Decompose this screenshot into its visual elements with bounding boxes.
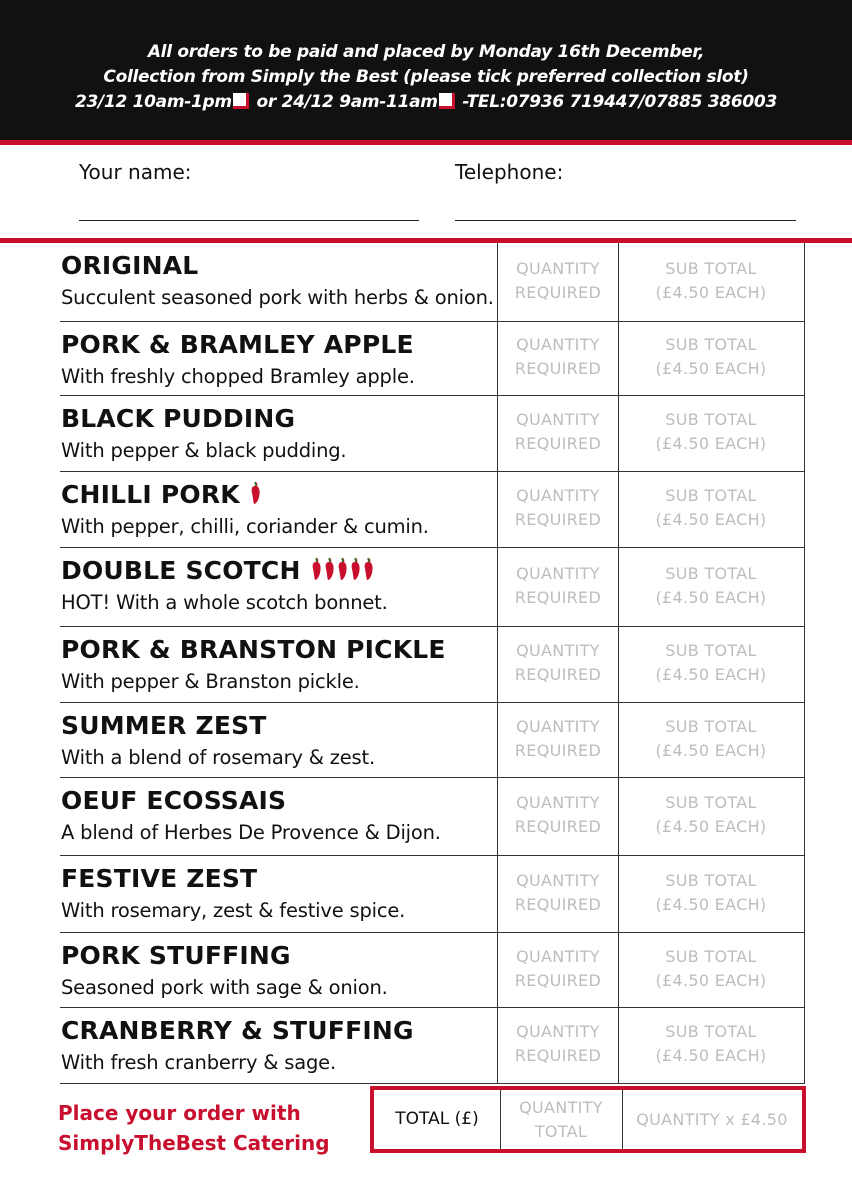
total-box [370, 1086, 806, 1153]
quantity-line-1: QUANTITY [516, 1022, 600, 1041]
product-name [61, 711, 267, 740]
product-name-text: SUMMER ZEST [61, 711, 267, 740]
quantity-line-2: REQUIRED [514, 1046, 602, 1065]
quantity-line-1: QUANTITY [516, 793, 600, 812]
product-name [61, 251, 198, 280]
product-name-text: PORK & BRANSTON PICKLE [61, 635, 446, 664]
product-row [60, 472, 804, 548]
quantity-line-2: REQUIRED [514, 817, 602, 836]
order-call-to-action [58, 1098, 330, 1158]
product-name-text: PORK STUFFING [61, 941, 291, 970]
quantity-line-2: REQUIRED [514, 741, 602, 760]
product-name-text: OEUF ECOSSAIS [61, 786, 287, 815]
sub-total-line-1: SUB TOTAL [665, 793, 757, 812]
chilli-icon [337, 557, 349, 581]
deadline-line: All orders to be paid and placed by Monday 16th December, [147, 42, 705, 62]
product-row [60, 933, 804, 1008]
column-divider [497, 243, 498, 1084]
quantity-line-1: QUANTITY [516, 259, 600, 278]
product-row [60, 243, 804, 322]
sub-total-line-1: SUB TOTAL [665, 335, 757, 354]
product-row [60, 778, 804, 856]
slot-2-label: 24/12 9am-11am [281, 92, 438, 112]
quantity-required-field[interactable] [498, 562, 618, 610]
cta-line-2: SimplyTheBest Catering [58, 1131, 330, 1155]
product-description: With freshly chopped Bramley apple. [61, 365, 415, 388]
sub-total-field[interactable] [618, 639, 804, 687]
product-description: With fresh cranberry & sage. [61, 1051, 336, 1074]
total-label: TOTAL (£) [395, 1109, 479, 1129]
quantity-line-1: QUANTITY [516, 947, 600, 966]
product-description: With pepper, chilli, coriander & cumin. [61, 515, 429, 538]
quantity-line-2: REQUIRED [514, 588, 602, 607]
name-label: Your name: [79, 160, 192, 184]
sub-total-line-2: (£4.50 EACH) [655, 895, 767, 914]
chilli-icon [324, 557, 336, 581]
telephone-label: Telephone: [455, 160, 564, 184]
product-name [61, 330, 414, 359]
product-name [61, 556, 375, 585]
quantity-required-field[interactable] [498, 408, 618, 456]
sub-total-field[interactable] [618, 945, 804, 993]
chilli-icon [311, 557, 323, 581]
quantity-line-2: REQUIRED [514, 283, 602, 302]
product-row [60, 856, 804, 933]
product-name-text: CHILLI PORK [61, 480, 240, 509]
quantity-line-2: REQUIRED [514, 434, 602, 453]
chilli-icon [350, 557, 362, 581]
quantity-required-field[interactable] [498, 257, 618, 305]
quantity-line-1: QUANTITY [516, 335, 600, 354]
product-name-text: BLACK PUDDING [61, 404, 296, 433]
header-divider [0, 140, 852, 145]
product-name-text: PORK & BRAMLEY APPLE [61, 330, 414, 359]
sub-total-field[interactable] [618, 562, 804, 610]
sub-total-line-1: SUB TOTAL [665, 871, 757, 890]
quantity-required-field[interactable] [498, 869, 618, 917]
quantity-line-2: REQUIRED [514, 665, 602, 684]
name-field[interactable] [79, 220, 419, 221]
quantity-required-field[interactable] [498, 1020, 618, 1068]
quantity-line-2: REQUIRED [514, 510, 602, 529]
sub-total-line-1: SUB TOTAL [665, 564, 757, 583]
sub-total-field[interactable] [618, 333, 804, 381]
product-description: A blend of Herbes De Provence & Dijon. [61, 821, 441, 844]
sub-total-line-2: (£4.50 EACH) [655, 665, 767, 684]
product-description: With a blend of rosemary & zest. [61, 746, 375, 769]
sub-total-line-2: (£4.50 EACH) [655, 434, 767, 453]
quantity-required-field[interactable] [498, 333, 618, 381]
collection-line: Collection from Simply the Best (please tick preferred collection slot) [103, 67, 749, 87]
quantity-total-field[interactable] [500, 1096, 622, 1144]
product-name-text: FESTIVE ZEST [61, 864, 258, 893]
telephone-numbers: -TEL:07936 719447/07885 386003 [456, 92, 777, 112]
product-description: HOT! With a whole scotch bonnet. [61, 591, 388, 614]
product-row [60, 627, 804, 703]
sub-total-line-1: SUB TOTAL [665, 410, 757, 429]
sub-total-line-2: (£4.50 EACH) [655, 817, 767, 836]
sub-total-line-1: SUB TOTAL [665, 947, 757, 966]
product-row [60, 396, 804, 472]
slots-line [0, 90, 852, 115]
product-name [61, 404, 295, 433]
product-description: With pepper & Branston pickle. [61, 670, 360, 693]
quantity-total-line-1: QUANTITY [519, 1098, 603, 1117]
slot-1-label: 23/12 10am-1pm [74, 92, 232, 112]
quantity-required-field[interactable] [498, 639, 618, 687]
product-description: With pepper & black pudding. [61, 439, 347, 462]
sub-total-line-1: SUB TOTAL [665, 641, 757, 660]
column-divider [804, 243, 805, 1084]
product-name [61, 786, 286, 815]
product-row [60, 548, 804, 627]
sub-total-line-1: SUB TOTAL [665, 259, 757, 278]
sub-total-field[interactable] [618, 869, 804, 917]
chilli-icon [250, 481, 262, 505]
sub-total-line-2: (£4.50 EACH) [655, 510, 767, 529]
sub-total-line-2: (£4.50 EACH) [655, 359, 767, 378]
quantity-required-field[interactable] [498, 791, 618, 839]
product-name-text: CRANBERRY & STUFFING [61, 1016, 414, 1045]
cta-line-1: Place your order with [58, 1101, 301, 1125]
quantity-line-1: QUANTITY [516, 871, 600, 890]
quantity-required-field[interactable] [498, 715, 618, 763]
product-name-text: DOUBLE SCOTCH [61, 556, 301, 585]
sub-total-field[interactable] [618, 715, 804, 763]
product-name [61, 941, 291, 970]
product-name-text: ORIGINAL [61, 251, 199, 280]
product-row [60, 1008, 804, 1084]
telephone-field[interactable] [455, 220, 796, 221]
product-description: Succulent seasoned pork with herbs & onion. [61, 286, 494, 309]
quantity-line-2: REQUIRED [514, 895, 602, 914]
sub-total-line-1: SUB TOTAL [665, 486, 757, 505]
quantity-line-1: QUANTITY [516, 486, 600, 505]
quantity-total-line-2: TOTAL [534, 1122, 588, 1141]
sub-total-field[interactable] [618, 408, 804, 456]
quantity-line-1: QUANTITY [516, 564, 600, 583]
product-row [60, 703, 804, 778]
sub-total-line-2: (£4.50 EACH) [655, 971, 767, 990]
quantity-line-1: QUANTITY [516, 641, 600, 660]
sub-total-field[interactable] [618, 257, 804, 305]
sub-total-line-1: SUB TOTAL [665, 1022, 757, 1041]
grand-total-field[interactable]: QUANTITY x £4.50 [636, 1110, 788, 1129]
sub-total-field[interactable] [618, 1020, 804, 1068]
sub-total-field[interactable] [618, 484, 804, 532]
order-deadline-banner [0, 0, 852, 140]
sub-total-line-1: SUB TOTAL [665, 717, 757, 736]
or-label: or [250, 92, 282, 112]
quantity-line-1: QUANTITY [516, 410, 600, 429]
quantity-required-field[interactable] [498, 484, 618, 532]
sub-total-line-2: (£4.50 EACH) [655, 1046, 767, 1065]
product-name [61, 1016, 414, 1045]
sub-total-line-2: (£4.50 EACH) [655, 283, 767, 302]
column-divider [618, 243, 619, 1084]
sub-total-field[interactable] [618, 791, 804, 839]
chilli-icon [363, 557, 375, 581]
slot-2-checkbox[interactable] [439, 93, 455, 109]
slot-1-checkbox[interactable] [233, 93, 249, 109]
product-name [61, 864, 257, 893]
product-description: With rosemary, zest & festive spice. [61, 899, 406, 922]
quantity-line-1: QUANTITY [516, 717, 600, 736]
product-description: Seasoned pork with sage & onion. [61, 976, 388, 999]
product-row [60, 322, 804, 396]
sub-total-line-2: (£4.50 EACH) [655, 741, 767, 760]
quantity-line-2: REQUIRED [514, 971, 602, 990]
sub-total-line-2: (£4.50 EACH) [655, 588, 767, 607]
quantity-required-field[interactable] [498, 945, 618, 993]
product-name [61, 480, 262, 509]
quantity-line-2: REQUIRED [514, 359, 602, 378]
product-name [61, 635, 446, 664]
